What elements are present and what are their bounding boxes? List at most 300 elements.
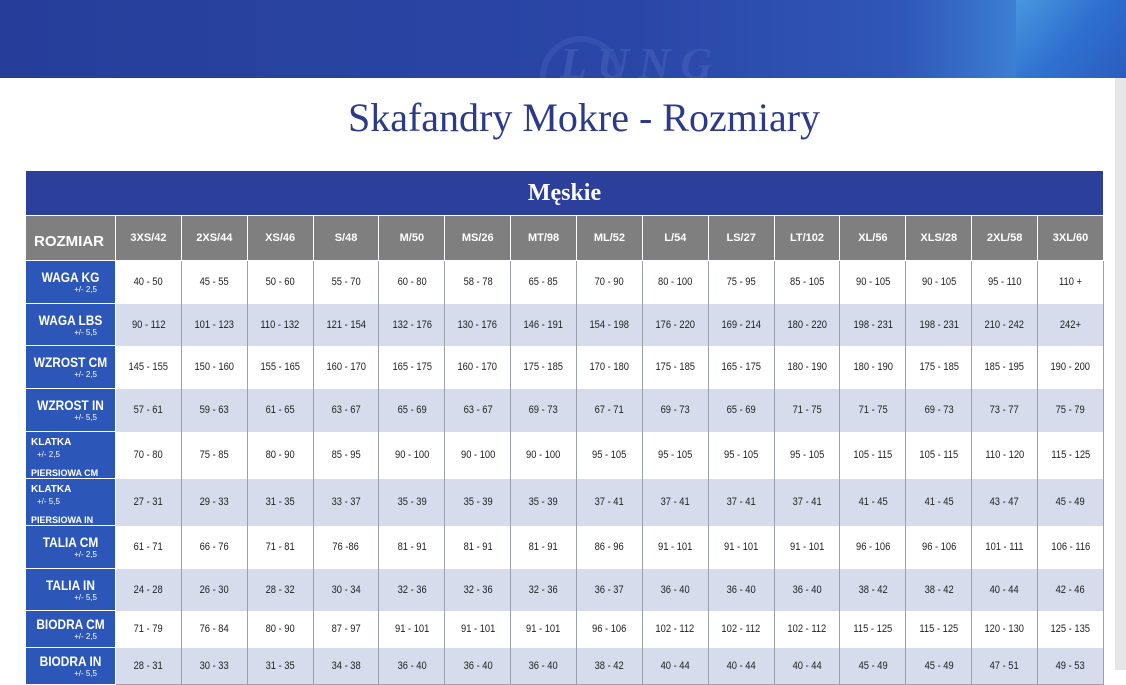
table-cell <box>116 432 182 479</box>
table-cell <box>774 479 840 526</box>
row-label <box>26 526 116 569</box>
table-cell <box>181 648 247 685</box>
table-cell <box>577 432 643 479</box>
size-header-2: 2XS/44 <box>181 216 247 261</box>
cell-value: 67 - 71 <box>594 404 624 416</box>
table-row <box>26 611 1104 648</box>
table-cell <box>774 648 840 685</box>
cell-value: 71 - 79 <box>133 623 163 635</box>
table-cell <box>577 304 643 346</box>
page-title: Skafandry Mokre - Rozmiary <box>347 95 821 140</box>
table-cell <box>906 479 972 526</box>
table-cell <box>642 648 708 685</box>
cell-value: 38 - 42 <box>858 583 888 596</box>
size-header-13: XLS/28 <box>906 216 972 261</box>
table-row <box>26 648 1104 685</box>
table-cell <box>840 346 906 389</box>
table-cell <box>181 346 247 389</box>
table-cell <box>511 389 577 432</box>
table-cell <box>313 611 379 648</box>
cell-value: 115 - 125 <box>853 623 893 635</box>
table-cell <box>642 346 708 389</box>
table-cell <box>379 346 445 389</box>
cell-value: 180 - 220 <box>787 318 827 331</box>
cell-value: 50 - 60 <box>265 276 295 289</box>
cell-value: 37 - 41 <box>660 496 690 508</box>
cell-value: 80 - 90 <box>265 449 295 461</box>
table-cell <box>906 346 972 389</box>
cell-value: 31 - 35 <box>265 496 295 508</box>
cell-value: 36 - 40 <box>529 659 559 672</box>
cell-value: 49 - 53 <box>1055 659 1086 672</box>
table-cell <box>840 304 906 346</box>
table-cell <box>972 432 1038 479</box>
cell-value: 132 - 176 <box>392 318 432 331</box>
cell-value: 95 - 105 <box>658 449 693 461</box>
cell-value: 35 - 39 <box>529 496 559 508</box>
cell-value: 33 - 37 <box>331 496 361 508</box>
table-cell <box>445 261 511 304</box>
size-chart-table <box>25 170 1104 685</box>
cell-value: 36 - 40 <box>463 659 493 672</box>
page-edge <box>1115 78 1126 670</box>
table-cell <box>313 389 379 432</box>
row-label-subtext: PIERSIOWA IN <box>31 515 94 525</box>
cell-value: 180 - 190 <box>853 361 893 373</box>
cell-value: 150 - 160 <box>194 361 235 373</box>
table-cell <box>708 648 774 685</box>
table-cell <box>247 479 313 526</box>
table-cell <box>116 648 182 685</box>
table-cell <box>972 611 1038 648</box>
table-cell <box>972 346 1038 389</box>
cell-value: 90 - 105 <box>855 276 891 289</box>
row-label-text: WAGA LBS <box>38 311 103 328</box>
table-row <box>26 526 1104 569</box>
table-cell <box>313 526 379 569</box>
table-cell <box>379 526 445 569</box>
cell-value: 73 - 77 <box>990 404 1020 416</box>
table-cell <box>511 432 577 479</box>
cell-value: 95 - 105 <box>789 449 825 461</box>
cell-value: 40 - 44 <box>726 659 756 672</box>
cell-value: 29 - 33 <box>199 496 229 508</box>
cell-value: 36 - 40 <box>397 659 427 672</box>
table-cell <box>445 569 511 611</box>
cell-value: 170 - 180 <box>589 361 630 373</box>
cell-value: 106 - 116 <box>1051 541 1090 553</box>
cell-value: 30 - 33 <box>199 659 229 672</box>
table-cell <box>708 479 774 526</box>
cell-value: 59 - 63 <box>199 404 229 416</box>
table-cell <box>906 389 972 432</box>
table-cell <box>840 648 906 685</box>
table-cell <box>511 261 577 304</box>
table-cell <box>313 432 379 479</box>
cell-value: 81 - 91 <box>529 541 559 553</box>
cell-value: 45 - 49 <box>924 659 954 672</box>
table-cell <box>577 389 643 432</box>
cell-value: 28 - 31 <box>133 659 163 672</box>
table-cell <box>708 389 774 432</box>
cell-value: 101 - 111 <box>985 541 1024 553</box>
table-cell <box>840 526 906 569</box>
table-cell <box>313 479 379 526</box>
cell-value: 28 - 32 <box>265 583 295 596</box>
cell-value: 58 - 78 <box>463 276 493 289</box>
cell-value: 90 - 112 <box>131 318 166 331</box>
cell-value: 81 - 91 <box>397 541 427 553</box>
table-cell <box>642 569 708 611</box>
table-cell <box>642 261 708 304</box>
cell-value: 87 - 97 <box>331 623 361 635</box>
cell-value: 38 - 42 <box>924 583 954 596</box>
table-cell <box>181 611 247 648</box>
table-cell <box>181 389 247 432</box>
table-cell <box>906 432 972 479</box>
table-cell <box>972 648 1038 685</box>
cell-value: 45 - 49 <box>858 659 888 672</box>
cell-value: 176 - 220 <box>655 318 696 331</box>
cell-value: 37 - 41 <box>594 496 624 508</box>
cell-value: 90 - 105 <box>921 276 956 289</box>
cell-value: 130 - 176 <box>457 318 498 331</box>
cell-value: 41 - 45 <box>858 496 888 508</box>
table-cell <box>116 569 182 611</box>
table-cell <box>774 611 840 648</box>
cell-value: 32 - 36 <box>397 583 427 596</box>
table-cell <box>577 648 643 685</box>
table-cell <box>247 611 313 648</box>
row-tolerance: +/- 2,5 <box>74 632 97 641</box>
table-cell <box>1038 346 1104 389</box>
cell-value: 27 - 31 <box>133 496 163 508</box>
cell-value: 36 - 40 <box>792 583 822 596</box>
table-cell <box>774 569 840 611</box>
row-label <box>26 648 116 685</box>
table-cell <box>116 611 182 648</box>
table-cell <box>181 479 247 526</box>
table-cell <box>642 389 708 432</box>
cell-value: 34 - 38 <box>331 659 361 672</box>
row-tolerance: +/- 2,5 <box>37 450 60 459</box>
table-cell <box>906 648 972 685</box>
size-header-12: XL/56 <box>840 216 906 261</box>
cell-value: 145 - 155 <box>128 361 169 373</box>
size-header-7: MT/98 <box>511 216 577 261</box>
cell-value: 76 -86 <box>332 541 360 553</box>
row-label <box>26 389 116 432</box>
row-tolerance: +/- 2,5 <box>74 550 97 559</box>
cell-value: 35 - 39 <box>463 496 493 508</box>
row-label-text: WZROST IN <box>37 397 104 413</box>
table-cell <box>577 479 643 526</box>
cell-value: 190 - 200 <box>1050 361 1091 373</box>
table-cell <box>774 261 840 304</box>
table-row <box>26 569 1104 611</box>
table-cell <box>313 304 379 346</box>
table-cell <box>972 526 1038 569</box>
cell-value: 146 - 191 <box>523 318 564 331</box>
table-cell <box>379 304 445 346</box>
table-cell <box>379 611 445 648</box>
cell-value: 63 - 67 <box>331 404 361 416</box>
cell-value: 69 - 73 <box>660 404 690 416</box>
table-cell <box>774 432 840 479</box>
cell-value: 42 - 46 <box>1055 583 1086 596</box>
table-cell <box>774 389 840 432</box>
cell-value: 70 - 90 <box>594 276 624 289</box>
cell-value: 80 - 100 <box>658 276 693 289</box>
table-cell <box>313 648 379 685</box>
row-tolerance: +/- 5,5 <box>74 592 97 602</box>
row-label-text: KLATKA <box>31 484 72 495</box>
cell-value: 85 - 105 <box>789 276 825 289</box>
cell-value: 91 - 101 <box>526 623 561 635</box>
cell-value: 95 - 105 <box>723 449 759 461</box>
brand-logo: LUNG <box>560 39 723 78</box>
row-tolerance: +/- 5,5 <box>74 669 97 678</box>
cell-value: 154 - 198 <box>589 318 630 331</box>
cell-value: 80 - 90 <box>265 623 295 635</box>
row-tolerance: +/- 5,5 <box>74 327 97 337</box>
table-cell <box>511 526 577 569</box>
table-cell <box>906 611 972 648</box>
table-cell <box>708 569 774 611</box>
cell-value: 91 - 101 <box>658 541 693 553</box>
table-cell <box>181 304 247 346</box>
cell-value: 57 - 61 <box>133 404 163 416</box>
cell-value: 65 - 69 <box>397 404 427 416</box>
cell-value: 40 - 44 <box>792 659 822 672</box>
table-cell <box>511 304 577 346</box>
row-label-subtext: PIERSIOWA CM <box>31 468 99 478</box>
cell-value: 102 - 112 <box>721 623 761 635</box>
table-cell <box>379 261 445 304</box>
table-cell <box>577 569 643 611</box>
cell-value: 91 - 101 <box>789 541 825 553</box>
size-header-3: XS/46 <box>247 216 313 261</box>
table-cell <box>708 526 774 569</box>
section-heading: Męskie <box>26 171 1104 216</box>
row-label-text: WZROST CM <box>33 354 108 370</box>
cell-value: 71 - 75 <box>792 404 822 416</box>
cell-value: 43 - 47 <box>990 496 1020 508</box>
cell-value: 95 - 110 <box>987 276 1022 289</box>
size-header-row <box>26 216 1104 261</box>
table-cell <box>1038 526 1104 569</box>
cell-value: 40 - 50 <box>133 276 163 289</box>
table-cell <box>116 479 182 526</box>
cell-value: 90 - 100 <box>394 449 430 461</box>
table-cell <box>642 526 708 569</box>
cell-value: 81 - 91 <box>463 541 493 553</box>
table-cell <box>906 526 972 569</box>
table-row <box>26 304 1104 346</box>
table-cell <box>313 346 379 389</box>
cell-value: 55 - 70 <box>331 276 361 289</box>
table-cell <box>708 304 774 346</box>
table-cell <box>577 526 643 569</box>
table-cell <box>379 648 445 685</box>
cell-value: 37 - 41 <box>792 496 822 508</box>
table-cell <box>511 611 577 648</box>
table-cell <box>247 432 313 479</box>
cell-value: 66 - 76 <box>199 541 229 553</box>
table-cell <box>708 432 774 479</box>
table-cell <box>116 261 182 304</box>
banner-corner-graphic <box>1016 0 1126 78</box>
cell-value: 91 - 101 <box>723 541 759 553</box>
table-cell <box>116 389 182 432</box>
table-cell <box>1038 648 1104 685</box>
cell-value: 180 - 190 <box>787 361 827 373</box>
cell-value: 30 - 34 <box>331 583 361 596</box>
cell-value: 121 - 154 <box>326 318 366 331</box>
cell-value: 210 - 242 <box>984 318 1025 331</box>
cell-value: 40 - 44 <box>990 583 1020 596</box>
cell-value: 32 - 36 <box>463 583 493 596</box>
table-cell <box>708 261 774 304</box>
table-cell <box>247 569 313 611</box>
table-cell <box>445 389 511 432</box>
cell-value: 38 - 42 <box>594 659 624 672</box>
table-cell <box>577 611 643 648</box>
cell-value: 95 - 105 <box>592 449 627 461</box>
cell-value: 175 - 185 <box>523 361 564 373</box>
size-header-8: ML/52 <box>577 216 643 261</box>
table-cell <box>840 432 906 479</box>
row-label <box>26 304 116 346</box>
table-cell <box>642 432 708 479</box>
cell-value: 160 - 170 <box>457 361 498 373</box>
table-cell <box>313 261 379 304</box>
cell-value: 24 - 28 <box>133 583 163 596</box>
header-banner <box>0 0 1126 78</box>
cell-value: 69 - 73 <box>924 404 954 416</box>
size-header-label: ROZMIAR <box>26 216 116 261</box>
table-cell <box>379 389 445 432</box>
row-label <box>26 261 116 304</box>
cell-value: 63 - 67 <box>463 404 493 416</box>
row-label <box>26 432 116 479</box>
cell-value: 115 - 125 <box>919 623 959 635</box>
cell-value: 110 - 120 <box>985 449 1025 461</box>
cell-value: 32 - 36 <box>529 583 559 596</box>
cell-value: 110 - 132 <box>260 318 300 331</box>
table-cell <box>1038 479 1104 526</box>
row-tolerance: +/- 5,5 <box>37 497 60 506</box>
cell-value: 96 - 106 <box>855 541 891 553</box>
cell-value: 41 - 45 <box>924 496 954 508</box>
table-cell <box>972 479 1038 526</box>
table-cell <box>840 479 906 526</box>
table-cell <box>511 569 577 611</box>
cell-value: 70 - 80 <box>133 449 163 461</box>
row-tolerance: +/- 2,5 <box>74 285 97 294</box>
table-row <box>26 432 1104 479</box>
cell-value: 71 - 75 <box>858 404 888 416</box>
cell-value: 75 - 85 <box>199 449 229 461</box>
table-cell <box>1038 569 1104 611</box>
table-cell <box>445 479 511 526</box>
table-row <box>26 346 1104 389</box>
cell-value: 160 - 170 <box>326 361 366 373</box>
size-chart-body <box>26 261 1104 685</box>
table-cell <box>1038 432 1104 479</box>
table-cell <box>642 611 708 648</box>
cell-value: 101 - 123 <box>194 318 235 331</box>
table-cell <box>313 569 379 611</box>
table-cell <box>247 648 313 685</box>
row-label-text: TALIA IN <box>46 576 95 593</box>
cell-value: 90 - 100 <box>460 449 495 461</box>
row-label-text: WAGA KG <box>41 269 100 285</box>
row-label-text: KLATKA <box>31 437 72 448</box>
table-cell <box>247 389 313 432</box>
row-label <box>26 479 116 526</box>
table-cell <box>708 611 774 648</box>
cell-value: 71 - 81 <box>265 541 295 553</box>
table-cell <box>247 346 313 389</box>
table-cell <box>774 346 840 389</box>
table-cell <box>840 611 906 648</box>
table-cell <box>247 261 313 304</box>
cell-value: 96 - 106 <box>592 623 627 635</box>
size-header-1: 3XS/42 <box>116 216 182 261</box>
table-cell <box>379 479 445 526</box>
row-label-text: BIODRA CM <box>36 616 105 632</box>
cell-value: 45 - 49 <box>1055 496 1086 508</box>
table-cell <box>511 346 577 389</box>
cell-value: 65 - 69 <box>726 404 756 416</box>
table-cell <box>642 304 708 346</box>
table-cell <box>972 261 1038 304</box>
table-cell <box>247 304 313 346</box>
cell-value: 165 - 175 <box>392 361 432 373</box>
size-header-11: LT/102 <box>774 216 840 261</box>
cell-value: 90 - 100 <box>526 449 561 461</box>
cell-value: 102 - 112 <box>655 623 695 635</box>
cell-value: 105 - 115 <box>919 449 959 461</box>
table-cell <box>840 569 906 611</box>
cell-value: 120 - 130 <box>984 623 1025 635</box>
table-cell <box>577 346 643 389</box>
table-cell <box>972 569 1038 611</box>
row-tolerance: +/- 5,5 <box>74 413 97 422</box>
table-cell <box>116 526 182 569</box>
table-cell <box>379 432 445 479</box>
table-cell <box>445 346 511 389</box>
cell-value: 37 - 41 <box>726 496 756 508</box>
table-row <box>26 261 1104 304</box>
table-cell <box>445 648 511 685</box>
cell-value: 47 - 51 <box>990 659 1020 672</box>
table-cell <box>1038 304 1104 346</box>
cell-value: 75 - 79 <box>1055 404 1086 416</box>
cell-value: 69 - 73 <box>529 404 559 416</box>
table-cell <box>445 526 511 569</box>
cell-value: 65 - 85 <box>529 276 559 289</box>
row-tolerance: +/- 2,5 <box>74 370 97 379</box>
table-cell <box>774 526 840 569</box>
table-cell <box>116 304 182 346</box>
size-header-9: L/54 <box>642 216 708 261</box>
cell-value: 175 - 185 <box>918 361 959 373</box>
cell-value: 115 - 125 <box>1051 449 1090 461</box>
table-cell <box>116 346 182 389</box>
cell-value: 91 - 101 <box>394 623 430 635</box>
